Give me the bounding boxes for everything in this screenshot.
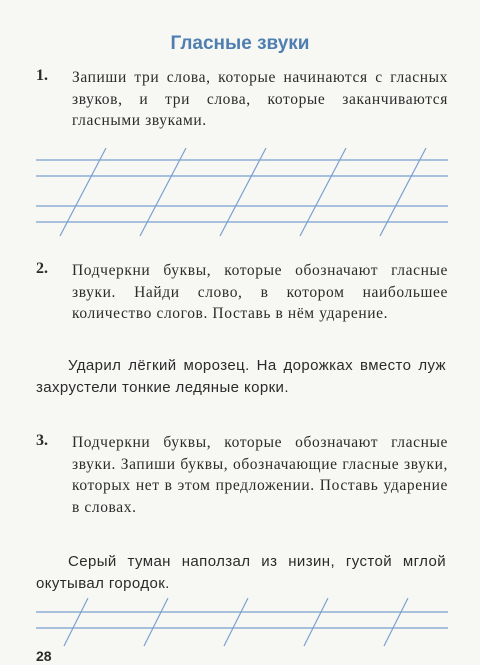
task-1 — [36, 67, 448, 132]
sample-sentence-2: Ударил лёгкий морозец. На дорожках вместо луж захрустели тонкие ледяные корки. — [36, 357, 446, 396]
page-number: 28 — [36, 648, 52, 664]
task-3 — [36, 432, 448, 518]
task-number: 2. — [36, 260, 48, 277]
task-instruction: Запиши три слова, которые начинаются с гласных звуков, и три слова, которые заканчиваются гласными звуками. — [72, 69, 448, 129]
writing-lines-1[interactable] — [36, 148, 448, 238]
task-number: 1. — [36, 67, 48, 84]
task-instruction: Подчеркни буквы, которые обозначают гласные звуки. Запиши буквы, обозначающие гласные звуки, которых нет в этом предложении. Поставь ударение в словах. — [72, 434, 448, 516]
writing-lines-2[interactable] — [36, 598, 448, 648]
task-number: 3. — [36, 432, 48, 449]
task-2 — [36, 260, 448, 325]
sample-sentence-3: Серый туман наползал из низин, густой мглой окутывал городок. — [36, 553, 446, 592]
task-instruction: Подчеркни буквы, которые обозначают гласные звуки. Найди слово, в котором наибольшее количество слогов. Поставь в нём ударение. — [72, 262, 448, 322]
page-title: Гласные звуки — [170, 33, 310, 54]
